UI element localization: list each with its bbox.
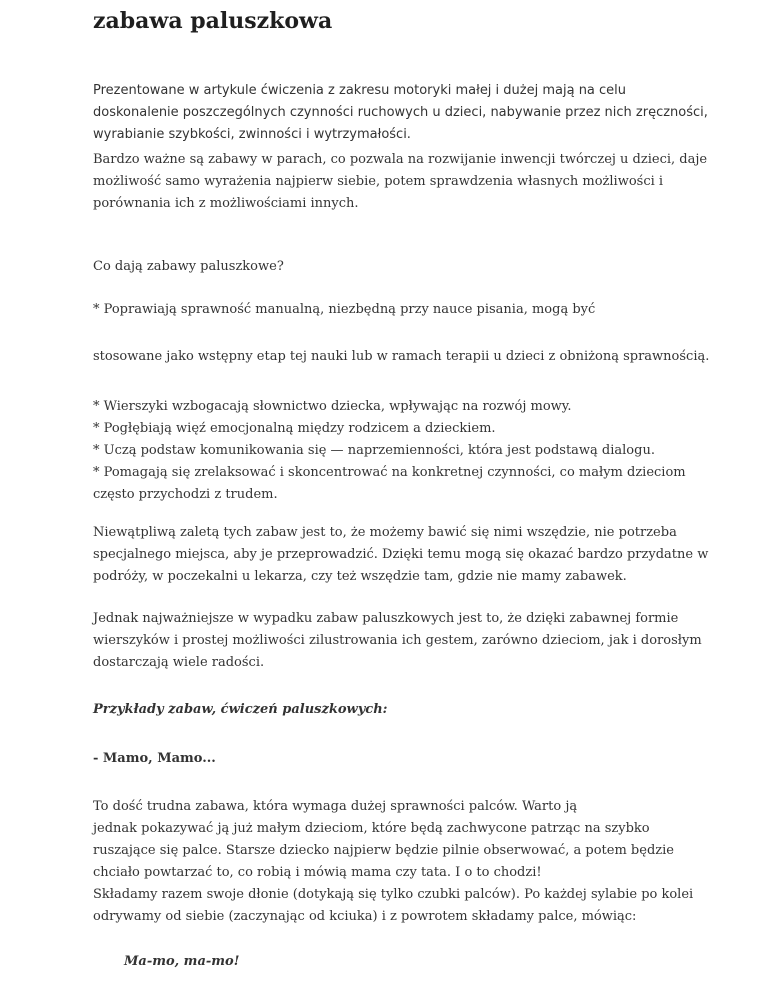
game-description: [93, 796, 694, 928]
important-line: wierszyków i prostej możliwości zilustrowania ich gestem, zarówno dzieciom, jak i dorosłym: [93, 633, 702, 648]
game-desc-line: ruszające się palce. Starsze dziecko najpierw będzie pilnie obserwować, a potem będzie: [93, 843, 674, 858]
bullet-item: * Poprawiają sprawność manualną, niezbędną przy nauce pisania, mogą być: [93, 302, 596, 317]
game-title: [93, 748, 678, 770]
bullet-item: * Uczą podstaw komunikowania się — naprzemienności, która jest podstawą dialogu.: [93, 443, 655, 458]
pairs-line: porównania ich z możliwościami innych.: [93, 196, 359, 211]
question-heading: [93, 256, 678, 278]
examples-heading: [93, 699, 678, 721]
game-desc-line: odrywamy od siebie (zaczynając od kciuka) i z powrotem składamy palce, mówiąc:: [93, 909, 637, 924]
important-line: Jednak najważniejsze w wypadku zabaw paluszkowych jest to, że dzięki zabawnej formie: [93, 611, 679, 626]
advantage-paragraph: [93, 522, 709, 588]
bullet-manual-continued: [93, 346, 710, 368]
examples-heading-text: Przykłady zabaw, ćwiczeń paluszkowych:: [93, 702, 388, 717]
bullet-list: [93, 396, 686, 506]
bullet-item: * Pomagają się zrelaksować i skoncentrować na konkretnej czynności, co małym dzieciom: [93, 465, 686, 480]
intro-paragraph: [93, 80, 708, 146]
advantage-line: specjalnego miejsca, aby je przeprowadzić. Dzięki temu mogą się okazać bardzo przydatne w: [93, 547, 709, 562]
game-desc-line: chciało powtarzać to, co robią i mówią mama czy tata. I o to chodzi!: [93, 865, 542, 880]
pairs-line: Bardzo ważne są zabawy w parach, co pozwala na rozwijanie inwencji twórczej u dzieci, daje: [93, 152, 708, 167]
question-text: Co dają zabawy paluszkowe?: [93, 259, 284, 274]
advantage-line: Niewątpliwą zaletą tych zabaw jest to, że możemy bawić się nimi wszędzie, nie potrzeba: [93, 525, 677, 540]
game-title-text: - Mamo, Mamo...: [93, 751, 216, 766]
rhyme-line: [124, 951, 709, 973]
pairs-line: możliwość samo wyrażenia najpierw siebie, potem sprawdzenia własnych możliwości i: [93, 174, 664, 189]
page-title: zabawa paluszkowa: [93, 8, 333, 34]
intro-line: wyrabianie szybkości, zwinności i wytrzymałości.: [93, 127, 411, 142]
game-desc-line: To dość trudna zabawa, która wymaga dużej sprawności palców. Warto ją: [93, 799, 578, 814]
important-paragraph: [93, 608, 702, 674]
bullet-manual: [93, 299, 678, 321]
pairs-paragraph: [93, 149, 708, 215]
intro-line: Prezentowane w artykule ćwiczenia z zakresu motoryki małej i dużej mają na celu: [93, 83, 627, 98]
game-desc-line: jednak pokazywać ją już małym dzieciom, które będą zachwycone patrząc na szybko: [93, 821, 650, 836]
game-desc-line: Składamy razem swoje dłonie (dotykają się tylko czubki palców). Po każdej sylabie po kolei: [93, 887, 694, 902]
bullet-item: * Wierszyki wzbogacają słownictwo dziecka, wpływając na rozwój mowy.: [93, 399, 572, 414]
important-line: dostarczają wiele radości.: [93, 655, 265, 670]
intro-line: doskonalenie poszczególnych czynności ruchowych u dzieci, nabywanie przez nich zręczności,: [93, 105, 708, 120]
bullet-item-continued: stosowane jako wstępny etap tej nauki lub w ramach terapii u dzieci z obniżoną sprawnością.: [93, 349, 710, 364]
advantage-line: podróży, w poczekalni u lekarza, czy też wszędzie tam, gdzie nie mamy zabawek.: [93, 569, 627, 584]
bullet-item: * Pogłębiają więź emocjonalną między rodzicem a dzieckiem.: [93, 421, 496, 436]
bullet-item: często przychodzi z trudem.: [93, 487, 278, 502]
rhyme-text: Ma-mo, ma-mo!: [124, 954, 240, 969]
